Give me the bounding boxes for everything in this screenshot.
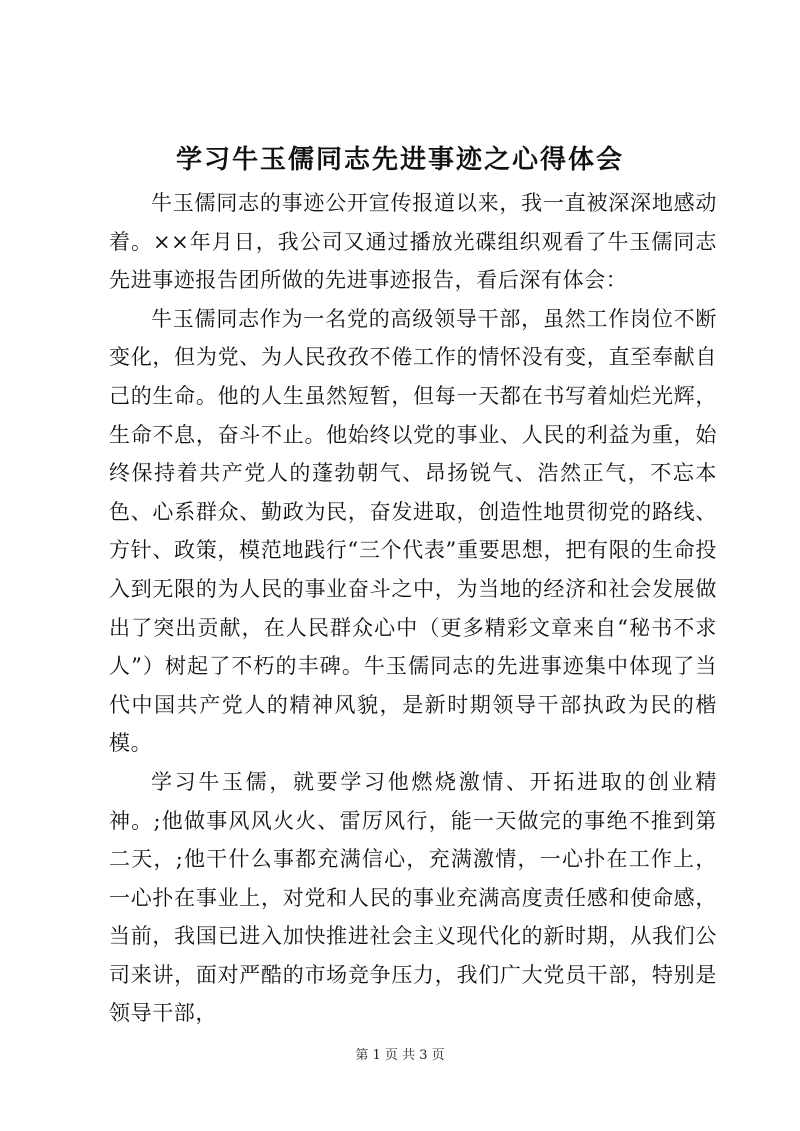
page-title: 学习牛玉儒同志先进事迹之心得体会 [175,145,624,175]
paragraph-3: 学习牛玉儒，就要学习他燃烧激情、开拓进取的创业精神。;他做事风风火火、雷厉风行，能一天做完的事绝不推到第二天，;他干什么事都充满信心，充满激情，一心扑在工作上，一心扑在事业上，对党和人民的事业充满高度责任感和使命感，当前，我国已进入加快推进社会主义现代化的新时期，从我们公司来讲，面对严酷的市场竞争压力，我们广大党员干部，特别是领导干部， [109,769,717,1026]
paragraph-2: 牛玉儒同志作为一名党的高级领导干部，虽然工作岗位不断变化，但为党、为人民孜孜不倦工作的情怀没有变，直至奉献自己的生命。他的人生虽然短暂，但每一天都在书写着灿烂光辉，生命不息，奋斗不止。他始终以党的事业、人民的利益为重，始终保持着共产党人的蓬勃朝气、昂扬锐气、浩然正气，不忘本色、心系群众、勤政为民，奋发进取，创造性地贯彻党的路线、方针、政策，模范地践行“三个代表”重要思想，把有限的生命投入到无限的为人民的事业奋斗之中，为当地的经济和社会发展做出了突出贡献，在人民群众心中（更多精彩文章来自“秘书不求人”）树起了不朽的丰碑。牛玉儒同志的先进事迹集中体现了当代中国共产党人的精神风貌，是新时期领导干部执政为民的楷模。 [109,306,717,756]
paragraph-1: 牛玉儒同志的事迹公开宣传报道以来，我一直被深深地感动着。××年月日，我公司又通过播放光碟组织观看了牛玉儒同志先进事迹报告团所做的先进事迹报告，看后深有体会： [109,191,717,293]
page-footer: 第 1 页 共 3 页 [355,1048,445,1063]
document-body [109,184,717,1033]
